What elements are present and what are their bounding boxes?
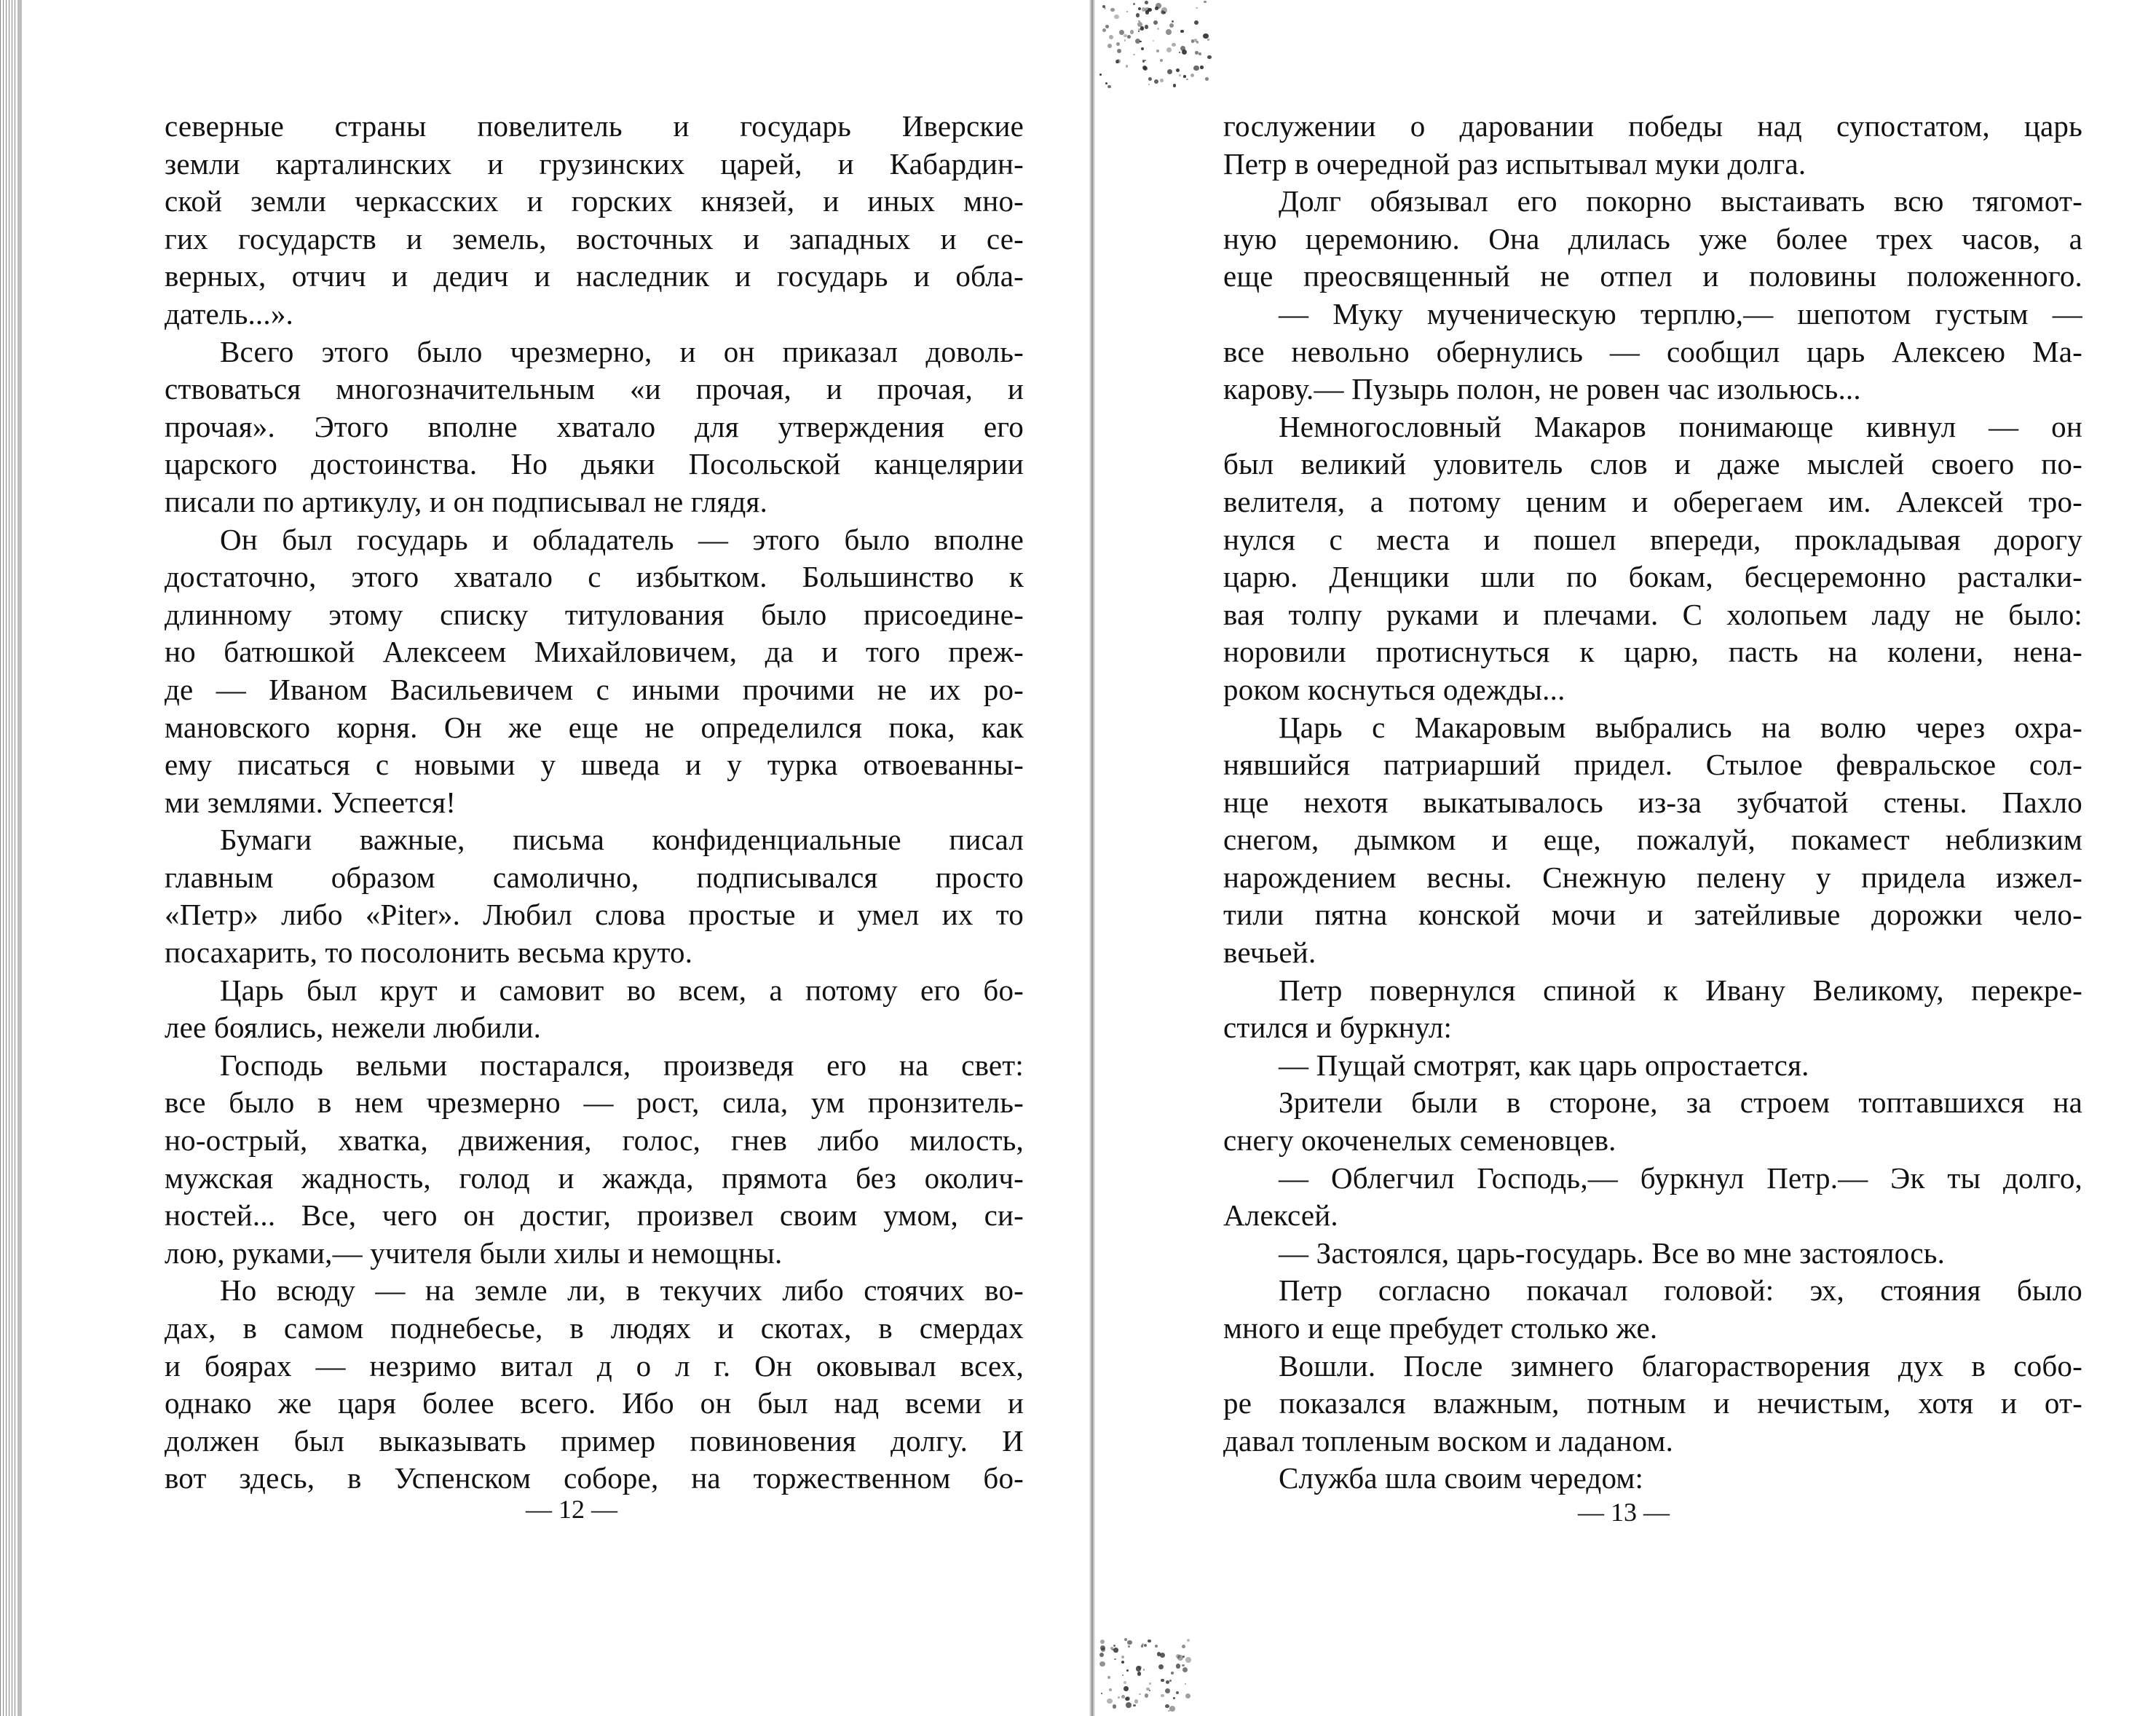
scan-speck <box>1113 1704 1117 1709</box>
scan-speck <box>1186 79 1188 81</box>
text-line: однако же царя более всего. Ибо он был над всеми и <box>165 1386 1024 1420</box>
text-line: царского достоинства. Но дьяки Посольской канцелярии <box>165 447 1024 481</box>
scan-speck <box>1153 20 1158 25</box>
scan-speck <box>1126 1669 1129 1672</box>
scan-speck <box>1107 44 1112 48</box>
text-line: норовили протиснуться к царю, пасть на колени, нена- <box>1223 635 2082 669</box>
text-line: длинному этому списку титулования было присоедине- <box>165 597 1024 631</box>
scan-speck <box>1165 1704 1169 1708</box>
scan-speck <box>1107 1676 1110 1679</box>
scan-speck <box>1124 34 1126 37</box>
text-line: Долг обязывал его покорно выстаивать всю тягомот- <box>1279 184 2082 218</box>
scan-speck <box>1172 20 1174 23</box>
text-line: но батюшкой Алексеем Михайловичем, да и того преж- <box>165 635 1024 669</box>
text-line: нце нехотя выкатывалось из-за зубчатой стены. Пахло <box>1223 785 2082 819</box>
text-line: — Застоялся, царь-государь. Все во мне застоялось. <box>1279 1235 1946 1270</box>
scan-speck <box>1153 40 1154 41</box>
scan-speck <box>1194 20 1199 25</box>
scan-speck <box>1113 1645 1115 1646</box>
scan-speck <box>1176 1664 1180 1668</box>
text-line: должен был выказывать пример повиновения долгу. И <box>165 1423 1024 1458</box>
scan-speck <box>1199 52 1201 55</box>
scan-speck <box>1160 59 1164 63</box>
scan-speck <box>1169 23 1174 28</box>
text-line: гих государств и земель, восточных и западных и се- <box>165 221 1024 256</box>
text-line: земли карталинских и грузинских царей, и Кабардин- <box>165 146 1024 181</box>
page-gutter <box>1089 0 1095 1716</box>
text-line: писали по артикулу, и он подписывал не глядя. <box>165 484 768 518</box>
text-line: снегом, дымком и еще, пожалуй, покамест неблизким <box>1223 823 2082 857</box>
scan-speck <box>1102 28 1106 32</box>
text-line: вот здесь, в Успенском соборе, на торжественном бо- <box>165 1461 1024 1495</box>
scan-speck <box>1127 1640 1132 1645</box>
scan-speck <box>1137 1672 1142 1676</box>
text-line: мужская жадность, голод и жажда, прямота без околич- <box>165 1161 1024 1195</box>
scan-speck <box>1142 66 1147 70</box>
text-line: Немногословный Макаров понимающе кивнул — он <box>1279 409 2082 443</box>
text-line: вая толпу руками и плечами. С холопьем ладу не было: <box>1223 597 2082 631</box>
scan-speck <box>1126 1702 1132 1708</box>
scan-speck <box>1136 13 1140 17</box>
left-page-text <box>165 108 1024 1498</box>
text-line: стился и буркнул: <box>1223 1011 1453 1045</box>
text-line: посахарить, то посолонить весьма круто. <box>165 936 693 970</box>
right-page-text <box>1223 108 2082 1498</box>
scan-speck <box>1167 69 1173 75</box>
scan-speck <box>1200 66 1203 68</box>
text-line: — Облегчил Господь,— буркнул Петр.— Эк ты долго, <box>1279 1161 2082 1195</box>
text-line: ствоваться многозначительным «и прочая, и прочая, и <box>165 372 1024 406</box>
text-line: достаточно, этого хватало с избытком. Большинство к <box>165 560 1024 594</box>
text-line: роком коснуться одежды... <box>1223 672 1565 706</box>
scan-speck <box>1195 51 1199 55</box>
scan-speck <box>1099 1653 1104 1657</box>
text-line: гослужении о даровании победы над супостатом, царь <box>1223 109 2082 143</box>
text-line: «Петр» либо «Piter». Любил слова простые и умел их то <box>165 898 1024 932</box>
text-line: лою, руками,— учителя были хилы и немощны. <box>165 1235 783 1270</box>
text-line: ми землями. Успеется! <box>165 785 457 819</box>
scan-speck <box>1121 1661 1124 1664</box>
scan-speck <box>1126 65 1129 68</box>
scan-speck <box>1176 1691 1179 1694</box>
scan-speck <box>1156 3 1161 9</box>
scan-speck <box>1113 1648 1118 1652</box>
scan-speck <box>1161 11 1165 15</box>
scan-speck <box>1140 26 1145 31</box>
scan-speck <box>1158 1664 1164 1669</box>
scan-speck <box>1148 77 1152 81</box>
scan-speck <box>1126 11 1128 12</box>
scan-speck <box>1148 1640 1151 1643</box>
text-line: Всего этого было чрезмерно, и он приказал доволь- <box>220 334 1024 368</box>
scan-speck <box>1154 79 1158 84</box>
text-line: Петр в очередной раз испытывал муки долга. <box>1223 146 1806 181</box>
scan-speck <box>1100 1640 1105 1644</box>
text-line: все невольно обернулись — сообщил царь Алексею Ма- <box>1223 334 2082 368</box>
text-line: ской земли черкасских и горских князей, и иных мно- <box>165 184 1024 218</box>
text-line: давал топленым воском и ладаном. <box>1223 1423 1674 1458</box>
text-line: Вошли. После зимнего благорастворения дух в собо- <box>1279 1348 2082 1383</box>
scan-speck <box>1190 74 1194 77</box>
scan-speck <box>1107 1699 1113 1704</box>
text-line: датель...». <box>165 296 293 331</box>
text-line: но-острый, хватка, движения, голос, гнев либо милость, <box>165 1123 1024 1158</box>
scan-speck <box>1130 30 1134 33</box>
scan-speck <box>1101 1693 1103 1695</box>
scan-speck <box>1121 1656 1124 1658</box>
scan-speck <box>1127 35 1131 39</box>
scan-speck <box>1185 1657 1191 1663</box>
scan-speck <box>1121 1695 1125 1699</box>
scan-speck <box>1110 1647 1113 1650</box>
scan-speck <box>1160 79 1164 82</box>
text-line: Господь вельми постарался, произведя его на свет: <box>220 1048 1024 1082</box>
scan-speck <box>1133 54 1134 55</box>
scan-speck <box>1160 1653 1165 1658</box>
scan-speck <box>1166 29 1172 35</box>
scan-speck <box>1207 55 1211 59</box>
scan-speck <box>1107 85 1111 89</box>
scan-speck <box>1155 1645 1158 1648</box>
scan-speck <box>1133 1704 1136 1707</box>
text-line: прочая». Этого вполне хватало для утверждения его <box>165 409 1024 443</box>
scan-speck <box>1204 1 1207 4</box>
scan-speck <box>1180 30 1184 33</box>
scan-speck <box>1099 1661 1105 1667</box>
text-line: — Пущай смотрят, как царь опростается. <box>1279 1048 1809 1082</box>
scan-speck <box>1143 1669 1145 1671</box>
scan-speck <box>1182 50 1187 55</box>
scan-speck <box>1173 1697 1175 1699</box>
scan-speck <box>1176 1654 1180 1658</box>
text-line: снегу окоченелых семеновцев. <box>1223 1123 1616 1158</box>
scan-speck <box>1124 1686 1129 1691</box>
scan-speck <box>1179 74 1181 76</box>
scan-speck <box>1169 1706 1175 1712</box>
scan-speck <box>1173 84 1177 87</box>
scan-speck <box>1148 84 1150 86</box>
scan-speck <box>1161 1694 1164 1698</box>
text-line: и боярах — незримо витал д о л г. Он оковывал всех, <box>165 1348 1024 1383</box>
text-line: Петр повернулся спиной к Ивану Великому, перекре- <box>1279 973 2082 1007</box>
scan-speck <box>1110 8 1115 12</box>
text-line: ностей... Все, чего он достиг, произвел своим умом, си- <box>165 1198 1024 1233</box>
scan-speck <box>1207 39 1209 41</box>
scan-speck <box>1145 1693 1148 1697</box>
text-line: тили пятна конской мочи и затейливые дорожки чело- <box>1223 898 2082 932</box>
scan-speck <box>1140 41 1141 42</box>
scan-speck <box>1114 1658 1116 1661</box>
right-page-number: — 13 — <box>1578 1498 1670 1527</box>
scan-speck <box>1116 42 1120 46</box>
scan-speck <box>1114 15 1119 20</box>
scan-speck <box>1128 1645 1130 1648</box>
scan-speck <box>1193 66 1199 71</box>
text-line: Но всюду — на земле ли, в текучих либо стоячих во- <box>220 1273 1024 1308</box>
text-line: нулся с места и пошел впереди, прокладывая дорогу <box>1223 522 2082 556</box>
scan-speck <box>1205 77 1209 81</box>
text-line: Бумаги важные, письма конфиденциальные писал <box>220 823 1024 857</box>
text-line: карову.— Пузырь полон, не ровен час изольюсь... <box>1223 372 1861 406</box>
scan-speck <box>1105 82 1107 84</box>
text-line: де — Иваном Васильевичем с иными прочими не их ро- <box>165 672 1024 706</box>
scan-speck <box>1109 35 1113 39</box>
text-line: Он был государь и обладатель — этого было вполне <box>220 522 1024 556</box>
text-line: был великий уловитель слов и даже мыслей своего по- <box>1223 447 2082 481</box>
text-line: велителя, а потому ценим и оберегаем им. Алексей тро- <box>1223 484 2082 518</box>
text-line: лее боялись, нежели любили. <box>165 1011 542 1045</box>
scan-speck <box>1157 28 1159 30</box>
scan-speck <box>1149 1683 1151 1685</box>
scan-speck <box>1196 7 1197 9</box>
scan-speck <box>1185 1693 1190 1699</box>
scan-speck <box>1138 31 1140 32</box>
text-line: ную церемонию. Она длилась уже более трех часов, а <box>1223 221 2082 256</box>
scan-speck <box>1194 39 1198 42</box>
text-line: нарождением весны. Снежную пелену у придела изжел- <box>1223 860 2082 894</box>
text-line: дах, в самом поднебесье, в людях и скотах, в смердах <box>165 1311 1024 1345</box>
left-page-number: — 12 — <box>526 1495 617 1524</box>
scan-speck <box>1118 1696 1120 1699</box>
scan-speck <box>1187 1639 1190 1642</box>
scan-speck <box>1176 68 1180 72</box>
scan-speck <box>1134 1699 1139 1704</box>
scan-speck <box>1109 1688 1112 1691</box>
text-line: царю. Денщики шли по бокам, бесцеремонно расталки- <box>1223 560 2082 594</box>
scan-speck <box>1117 49 1121 53</box>
scan-speck <box>1145 60 1146 61</box>
scan-speck <box>1161 1679 1164 1682</box>
scan-speck <box>1168 1710 1169 1712</box>
text-line: Царь с Макаровым выбрались на волю через охра- <box>1279 710 2082 744</box>
scan-speck <box>1185 1683 1186 1685</box>
scan-speck <box>1172 43 1176 47</box>
text-line: еще преосвященный не отпел и половины положенного. <box>1223 259 2082 293</box>
text-line: северные страны повелитель и государь Иверские <box>165 109 1024 143</box>
scan-speck <box>1179 52 1181 54</box>
scan-speck <box>1141 47 1145 51</box>
text-line: — Муку мученическую терплю,— шепотом густым — <box>1279 296 2082 331</box>
scan-speck <box>1182 1645 1185 1648</box>
scan-speck <box>1166 47 1172 52</box>
text-line: нявшийся патриарший придел. Стылое февральское сол- <box>1223 748 2082 782</box>
text-line: ре показался влажным, потным и нечистым, хотя и от- <box>1223 1386 2082 1420</box>
text-line: все было в нем чрезмерно — рост, сила, ум пронзитель- <box>165 1086 1024 1120</box>
scan-speck <box>1182 1667 1188 1672</box>
text-line: ему писаться с новыми у шведа и у турка отвоеванны- <box>165 748 1024 782</box>
scan-speck <box>1171 1672 1174 1675</box>
scan-speck <box>1105 25 1109 28</box>
scan-speck <box>1156 50 1158 52</box>
left-binding-edge <box>0 0 17 1716</box>
scan-speck <box>1138 7 1141 10</box>
text-line: Царь был крут и самовит во всем, а потому его бо- <box>220 973 1024 1007</box>
scan-speck <box>1145 25 1149 29</box>
scan-speck <box>1142 60 1145 62</box>
text-line: вечьей. <box>1223 936 1316 970</box>
text-line: главным образом самолично, подписывался просто <box>165 860 1024 894</box>
scan-speck <box>1138 1666 1142 1669</box>
scan-speck <box>1139 1693 1141 1696</box>
text-line: верных, отчич и дедич и наследник и государь и обла- <box>165 259 1024 293</box>
scan-speck <box>1145 1 1148 4</box>
text-line: Служба шла своим чередом: <box>1279 1461 1644 1495</box>
text-line: много и еще пребудет столько же. <box>1223 1311 1658 1345</box>
scan-speck <box>1166 1680 1169 1684</box>
scan-speck <box>1122 1675 1124 1676</box>
scan-speck <box>1182 1664 1184 1666</box>
scan-speck <box>1165 1688 1170 1693</box>
scan-speck <box>1099 74 1102 76</box>
scan-speck <box>1133 3 1135 5</box>
scan-speck <box>1203 33 1208 39</box>
text-line: Петр согласно покачал головой: эх, стояния было <box>1279 1273 2082 1308</box>
left-binding-shadow <box>17 0 22 1716</box>
scan-speck <box>1144 1644 1147 1647</box>
scan-speck <box>1183 75 1186 78</box>
scan-speck <box>1124 1681 1126 1684</box>
text-line: Алексей. <box>1223 1198 1338 1233</box>
scan-speck <box>1124 39 1126 41</box>
text-line: Зрители были в стороне, за строем топтавшихся на <box>1279 1086 2082 1120</box>
text-line: мановского корня. Он же еще не определился пока, как <box>165 710 1024 744</box>
